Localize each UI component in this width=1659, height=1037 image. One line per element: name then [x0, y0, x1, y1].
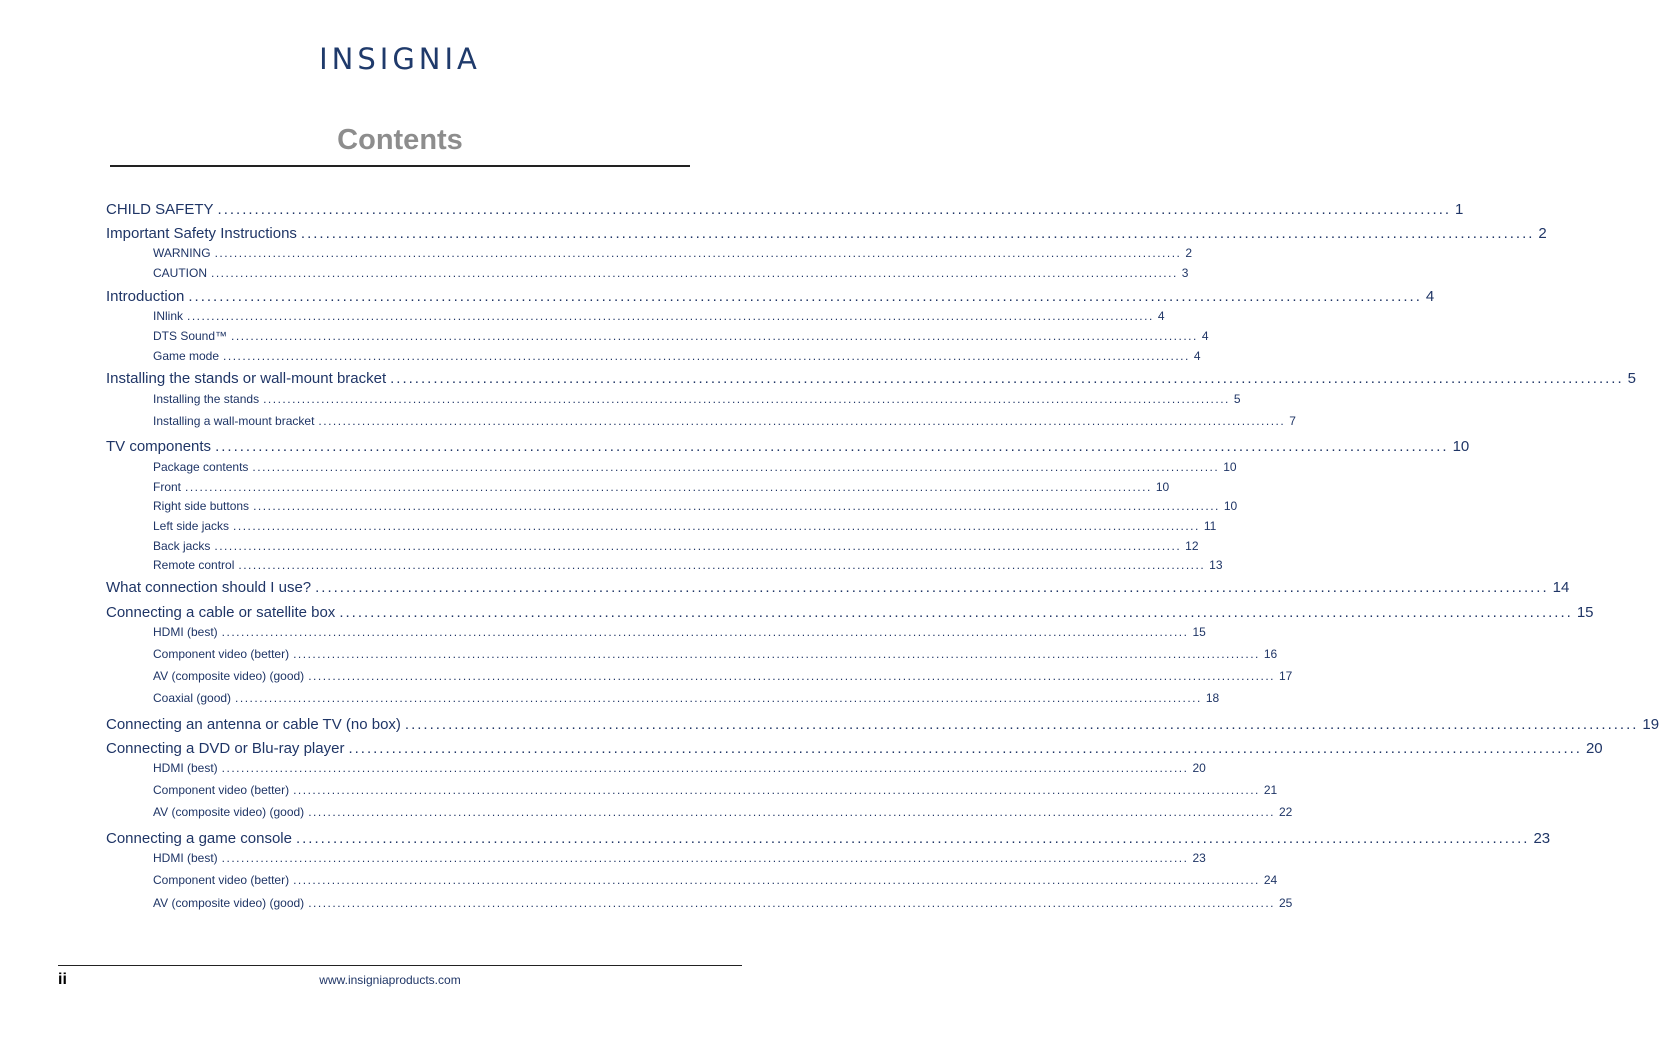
toc-entry-label: Connecting an antenna or cable TV (no box): [106, 716, 401, 733]
toc-entry-page: 12: [1185, 539, 1199, 553]
toc-entry-label: Remote control: [153, 558, 235, 572]
toc-leader-dots: ........................................................................................................................................................................................................: [308, 805, 1275, 819]
toc-subsection-entry[interactable]: [153, 266, 1189, 282]
toc-subsection-entry[interactable]: [153, 558, 1223, 574]
toc-entry-page: 11: [1203, 519, 1217, 533]
toc-leader-dots: ........................................................................................................................................................................................................: [233, 519, 1200, 533]
toc-subsection-entry[interactable]: [153, 761, 1206, 777]
toc-entry-label: WARNING: [153, 246, 211, 260]
toc-subsection-entry[interactable]: [153, 499, 1238, 515]
toc-entry-label: Installing the stands or wall-mount bracket: [106, 370, 387, 387]
toc-entry-label: CHILD SAFETY: [106, 201, 214, 218]
toc-leader-dots: ........................................................................................................................................................................................................: [214, 246, 1182, 260]
toc-entry-label: Installing a wall-mount bracket: [153, 414, 315, 428]
toc-entry-label: Connecting a game console: [106, 830, 292, 847]
toc-subsection-entry[interactable]: [153, 896, 1293, 912]
toc-leader-dots: ........................................................................................................................................................................................................: [293, 783, 1260, 797]
toc-entry-page: 21: [1263, 783, 1278, 797]
toc-entry-page: 19: [1642, 716, 1659, 733]
toc-entry-page: 10: [1223, 499, 1238, 513]
toc-leader-dots: ........................................................................................................................................................................................................: [217, 201, 1452, 218]
toc-entry-page: 5: [1627, 370, 1636, 387]
toc-section-entry[interactable]: [106, 201, 1464, 221]
toc-leader-dots: ........................................................................................................................................................................................................: [223, 349, 1190, 363]
toc-entry-page: 23: [1533, 830, 1551, 847]
toc-entry-page: 2: [1538, 225, 1547, 242]
toc-subsection-entry[interactable]: [153, 349, 1201, 365]
toc-section-entry[interactable]: [106, 579, 1570, 599]
toc-leader-dots: ........................................................................................................................................................................................................: [404, 716, 1639, 733]
toc-entry-label: Package contents: [153, 460, 249, 474]
toc-entry-label: HDMI (best): [153, 761, 218, 775]
toc-section-entry[interactable]: [106, 370, 1636, 390]
toc-section-entry[interactable]: [106, 438, 1470, 458]
toc-leader-dots: ........................................................................................................................................................................................................: [348, 740, 1582, 757]
toc-entry-label: Component video (better): [153, 783, 290, 797]
toc-entry-label: Introduction: [106, 288, 185, 305]
toc-leader-dots: ........................................................................................................................................................................................................: [221, 625, 1189, 639]
toc-entry-page: 3: [1181, 266, 1189, 280]
toc-entry-page: 15: [1576, 604, 1594, 621]
toc-section-entry[interactable]: [106, 604, 1594, 624]
toc-subsection-entry[interactable]: [153, 480, 1170, 496]
toc-entry-label: AV (composite video) (good): [153, 896, 305, 910]
toc-entry-page: 10: [1452, 438, 1470, 455]
toc-subsection-entry[interactable]: [153, 851, 1206, 867]
toc-leader-dots: ........................................................................................................................................................................................................: [187, 309, 1154, 323]
toc-subsection-entry[interactable]: [153, 414, 1296, 430]
toc-subsection-entry[interactable]: [153, 691, 1220, 707]
toc-entry-page: 7: [1289, 414, 1296, 428]
toc-leader-dots: ........................................................................................................................................................................................................: [231, 329, 1198, 343]
toc-subsection-entry[interactable]: [153, 246, 1193, 262]
toc-entry-label: TV components: [106, 438, 212, 455]
toc-entry-page: 20: [1585, 740, 1603, 757]
toc-entry-page: 4: [1157, 309, 1165, 323]
toc-section-entry[interactable]: [106, 740, 1603, 760]
toc-leader-dots: ........................................................................................................................................................................................................: [315, 579, 1549, 596]
toc-entry-page: 10: [1223, 460, 1237, 474]
toc-leader-dots: ........................................................................................................................................................................................................: [215, 438, 1449, 455]
toc-entry-label: What connection should I use?: [106, 579, 312, 596]
toc-leader-dots: ........................................................................................................................................................................................................: [390, 370, 1624, 387]
toc-leader-dots: ........................................................................................................................................................................................................: [211, 266, 1178, 280]
footer-page-number: ii: [58, 971, 67, 988]
toc-subsection-entry[interactable]: [153, 329, 1209, 345]
toc-subsection-entry[interactable]: [153, 625, 1206, 641]
toc-leader-dots: ........................................................................................................................................................................................................: [318, 414, 1286, 428]
toc-entry-label: HDMI (best): [153, 851, 218, 865]
toc-leader-dots: ........................................................................................................................................................................................................: [293, 647, 1260, 661]
toc-entry-label: Installing the stands: [153, 392, 260, 406]
toc-subsection-entry[interactable]: [153, 647, 1278, 663]
toc-leader-dots: ........................................................................................................................................................................................................: [263, 392, 1230, 406]
toc-section-entry[interactable]: [106, 830, 1551, 850]
toc-leader-dots: ........................................................................................................................................................................................................: [185, 480, 1152, 494]
toc-subsection-entry[interactable]: [153, 539, 1199, 555]
toc-section-entry[interactable]: [106, 288, 1435, 308]
toc-leader-dots: ........................................................................................................................................................................................................: [238, 558, 1206, 572]
toc-entry-page: 20: [1192, 761, 1206, 775]
toc-section-entry[interactable]: [106, 716, 1659, 736]
toc-entry-label: Connecting a cable or satellite box: [106, 604, 336, 621]
toc-entry-page: 23: [1192, 851, 1206, 865]
toc-leader-dots: ........................................................................................................................................................................................................: [308, 896, 1275, 910]
footer-url: www.insigniaproducts.com: [319, 973, 461, 987]
toc-leader-dots: ........................................................................................................................................................................................................: [300, 225, 1535, 242]
toc-subsection-entry[interactable]: [153, 805, 1293, 821]
toc-entry-page: 4: [1425, 288, 1435, 305]
toc-entry-page: 18: [1205, 691, 1220, 705]
toc-entry-page: 2: [1185, 246, 1193, 260]
toc-entry-page: 17: [1278, 669, 1293, 683]
toc-entry-label: Front: [153, 480, 182, 494]
toc-entry-label: DTS Sound™: [153, 329, 228, 343]
toc-leader-dots: ........................................................................................................................................................................................................: [339, 604, 1573, 621]
toc-entry-label: Connecting a DVD or Blu-ray player: [106, 740, 345, 757]
toc-leader-dots: ........................................................................................................................................................................................................: [295, 830, 1530, 847]
toc-entry-page: 25: [1278, 896, 1293, 910]
toc-subsection-entry[interactable]: [153, 519, 1217, 535]
toc-entry-label: HDMI (best): [153, 625, 218, 639]
toc-entry-label: Component video (better): [153, 873, 290, 887]
toc-entry-page: 14: [1552, 579, 1570, 596]
toc-entry-label: INlink: [153, 309, 184, 323]
toc-entry-label: Important Safety Instructions: [106, 225, 297, 242]
toc-leader-dots: ........................................................................................................................................................................................................: [221, 851, 1189, 865]
toc-entry-label: Back jacks: [153, 539, 211, 553]
toc-leader-dots: ........................................................................................................................................................................................................: [188, 288, 1422, 305]
toc-entry-page: 1: [1455, 201, 1464, 218]
toc-leader-dots: ........................................................................................................................................................................................................: [214, 539, 1182, 553]
brand-logo: INSIGNIA: [319, 42, 481, 76]
toc-leader-dots: ........................................................................................................................................................................................................: [235, 691, 1202, 705]
toc-entry-label: AV (composite video) (good): [153, 805, 305, 819]
toc-entry-page: 4: [1193, 349, 1201, 363]
footer-divider: [58, 965, 742, 966]
toc-entry-page: 4: [1201, 329, 1209, 343]
toc-entry-page: 10: [1155, 480, 1170, 494]
toc-entry-page: 24: [1263, 873, 1278, 887]
toc-entry-page: 5: [1233, 392, 1241, 406]
toc-entry-page: 13: [1209, 558, 1223, 572]
toc-leader-dots: ........................................................................................................................................................................................................: [252, 460, 1220, 474]
toc-entry-page: 16: [1263, 647, 1278, 661]
toc-entry-label: AV (composite video) (good): [153, 669, 305, 683]
toc-subsection-entry[interactable]: [153, 873, 1278, 889]
toc-leader-dots: ........................................................................................................................................................................................................: [221, 761, 1189, 775]
toc-entry-label: Left side jacks: [153, 519, 230, 533]
toc-entry-label: Component video (better): [153, 647, 290, 661]
toc-leader-dots: ........................................................................................................................................................................................................: [293, 873, 1260, 887]
toc-subsection-entry[interactable]: [153, 460, 1237, 476]
toc-entry-label: CAUTION: [153, 266, 207, 280]
toc-section-entry[interactable]: [106, 225, 1547, 245]
toc-subsection-entry[interactable]: [153, 669, 1293, 685]
toc-leader-dots: ........................................................................................................................................................................................................: [253, 499, 1220, 513]
toc-subsection-entry[interactable]: [153, 309, 1165, 325]
toc-subsection-entry[interactable]: [153, 783, 1278, 799]
toc-leader-dots: ........................................................................................................................................................................................................: [308, 669, 1275, 683]
toc-subsection-entry[interactable]: [153, 392, 1241, 408]
toc-entry-label: Game mode: [153, 349, 220, 363]
toc-entry-label: Coaxial (good): [153, 691, 232, 705]
toc-entry-page: 15: [1192, 625, 1206, 639]
page-title: Contents: [337, 124, 463, 156]
toc-entry-label: Right side buttons: [153, 499, 250, 513]
toc-entry-page: 22: [1278, 805, 1293, 819]
